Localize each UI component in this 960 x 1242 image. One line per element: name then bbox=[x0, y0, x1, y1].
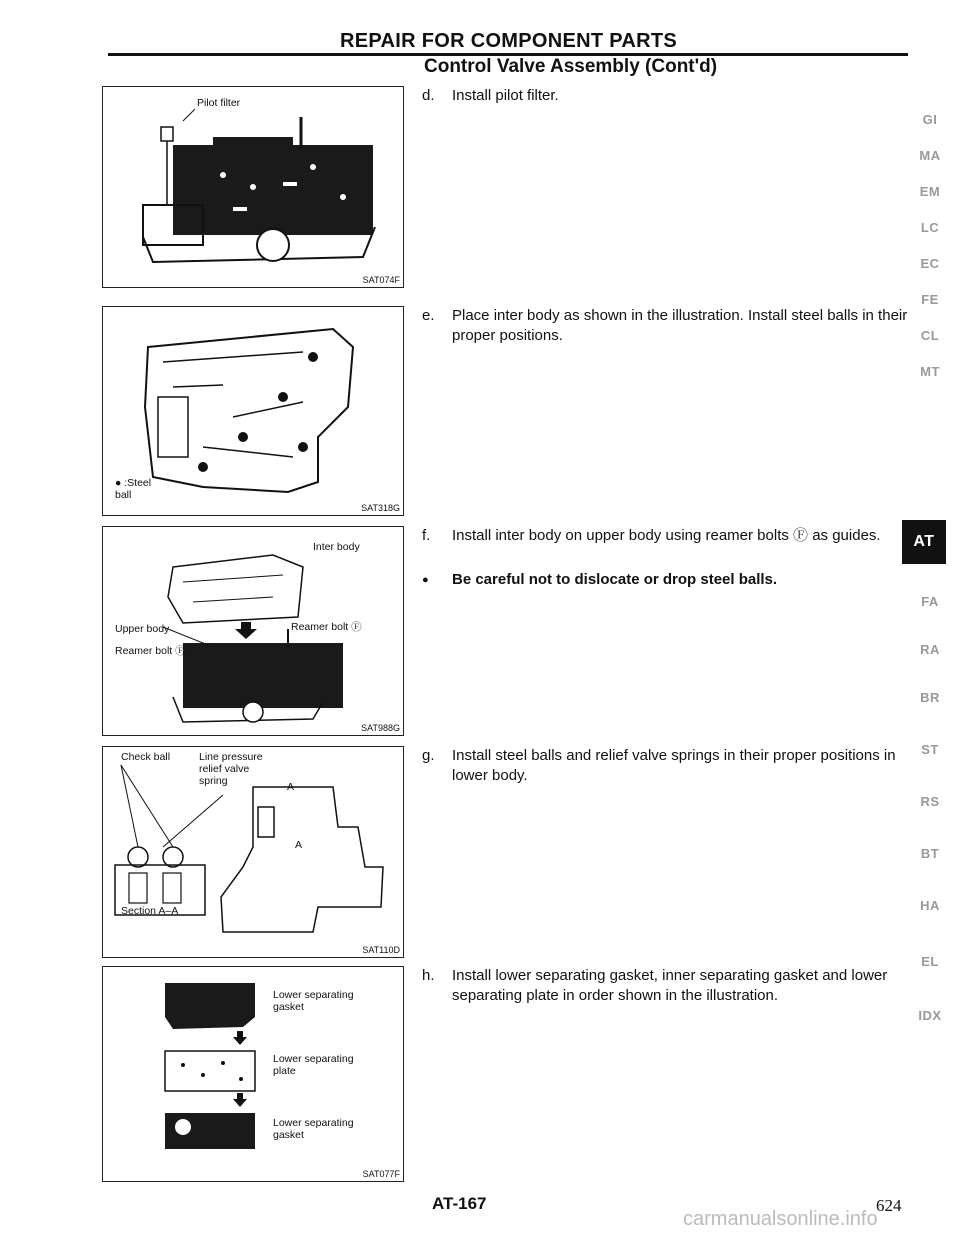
side-tab-el[interactable]: EL bbox=[921, 954, 939, 969]
pilot-filter-illustration bbox=[103, 87, 403, 287]
side-tab-fe[interactable]: FE bbox=[921, 292, 939, 307]
side-tab-bt[interactable]: BT bbox=[920, 846, 940, 861]
watermark-text: carmanualsonline.info bbox=[683, 1208, 878, 1230]
step-letter: d. bbox=[422, 87, 435, 104]
figure-separating-plates bbox=[102, 966, 404, 1182]
label-section-a-a: Section A–A bbox=[121, 905, 179, 917]
step-letter: e. bbox=[422, 307, 435, 324]
figure-code: SAT077F bbox=[362, 1169, 400, 1179]
label-lower-separating-plate: Lower separating plate bbox=[273, 1053, 354, 1077]
side-tab-em[interactable]: EM bbox=[919, 184, 941, 199]
label-section-a-bottom: A bbox=[295, 839, 303, 851]
side-tab-ra[interactable]: RA bbox=[920, 642, 940, 657]
step-letter: h. bbox=[422, 967, 435, 984]
figure-code: SAT988G bbox=[361, 723, 400, 733]
figure-lower-body bbox=[102, 746, 404, 958]
section-title: Control Valve Assembly (Cont'd) bbox=[424, 56, 718, 77]
step-text: Place inter body as shown in the illustration. Install steel balls in their proper positions. bbox=[452, 307, 908, 344]
side-tab-ma[interactable]: MA bbox=[919, 148, 941, 163]
page-number: 624 bbox=[876, 1196, 902, 1215]
step-text: Install pilot filter. bbox=[452, 87, 559, 104]
label-reamer-bolt-left: Reamer bolt Ⓕ bbox=[115, 645, 186, 657]
step-text: Install lower separating gasket, inner separating gasket and lower separating plate in order shown in the illustration. bbox=[452, 967, 888, 1004]
page-header-title: REPAIR FOR COMPONENT PARTS bbox=[340, 30, 678, 52]
side-tab-br[interactable]: BR bbox=[920, 690, 940, 705]
label-lower-separating-gasket-top: Lower separating gasket bbox=[273, 989, 354, 1013]
side-tab-st[interactable]: ST bbox=[921, 742, 939, 757]
side-tab-rs[interactable]: RS bbox=[920, 794, 940, 809]
label-check-ball: Check ball bbox=[121, 751, 171, 763]
label-reamer-bolt-right: Reamer bolt Ⓕ bbox=[291, 621, 362, 633]
side-tab-fa[interactable]: FA bbox=[921, 594, 939, 609]
figure-upper-body bbox=[102, 526, 404, 736]
figure-code: SAT110D bbox=[362, 945, 400, 955]
bullet: ● bbox=[422, 574, 429, 586]
figure-inter-body bbox=[102, 306, 404, 516]
side-tab-cl[interactable]: CL bbox=[920, 328, 940, 343]
figure-code: SAT074F bbox=[362, 275, 400, 285]
label-line-pressure-spring: Line pressure relief valve spring bbox=[199, 751, 263, 787]
label-inter-body: Inter body bbox=[313, 541, 360, 553]
separating-plates-illustration bbox=[103, 967, 403, 1181]
figure-code: SAT318G bbox=[361, 503, 400, 513]
step-letter: f. bbox=[422, 527, 431, 544]
side-tab-mt[interactable]: MT bbox=[920, 364, 940, 379]
side-tab-gi[interactable]: GI bbox=[922, 112, 938, 127]
side-tab-ha[interactable]: HA bbox=[920, 898, 940, 913]
side-tab-at-active[interactable]: AT bbox=[902, 520, 946, 564]
figure-pilot-filter bbox=[102, 86, 404, 288]
label-lower-separating-gasket-bottom: Lower separating gasket bbox=[273, 1117, 354, 1141]
page-label: AT-167 bbox=[432, 1194, 487, 1213]
label-upper-body: Upper body bbox=[115, 623, 170, 635]
step-letter: g. bbox=[422, 747, 435, 764]
label-steel-ball: ● :Steel ball bbox=[115, 477, 152, 501]
label-section-a-top: A bbox=[287, 781, 295, 793]
side-tab-lc[interactable]: LC bbox=[920, 220, 940, 235]
side-tab-idx[interactable]: IDX bbox=[918, 1008, 942, 1023]
caution-note: Be careful not to dislocate or drop steel balls. bbox=[452, 571, 778, 588]
label-pilot-filter: Pilot filter bbox=[197, 97, 241, 109]
step-text: Install inter body on upper body using reamer bolts Ⓕ as guides. bbox=[452, 527, 881, 544]
side-tab-ec[interactable]: EC bbox=[920, 256, 940, 271]
step-text: Install steel balls and relief valve springs in their proper positions in lower body. bbox=[452, 747, 896, 784]
